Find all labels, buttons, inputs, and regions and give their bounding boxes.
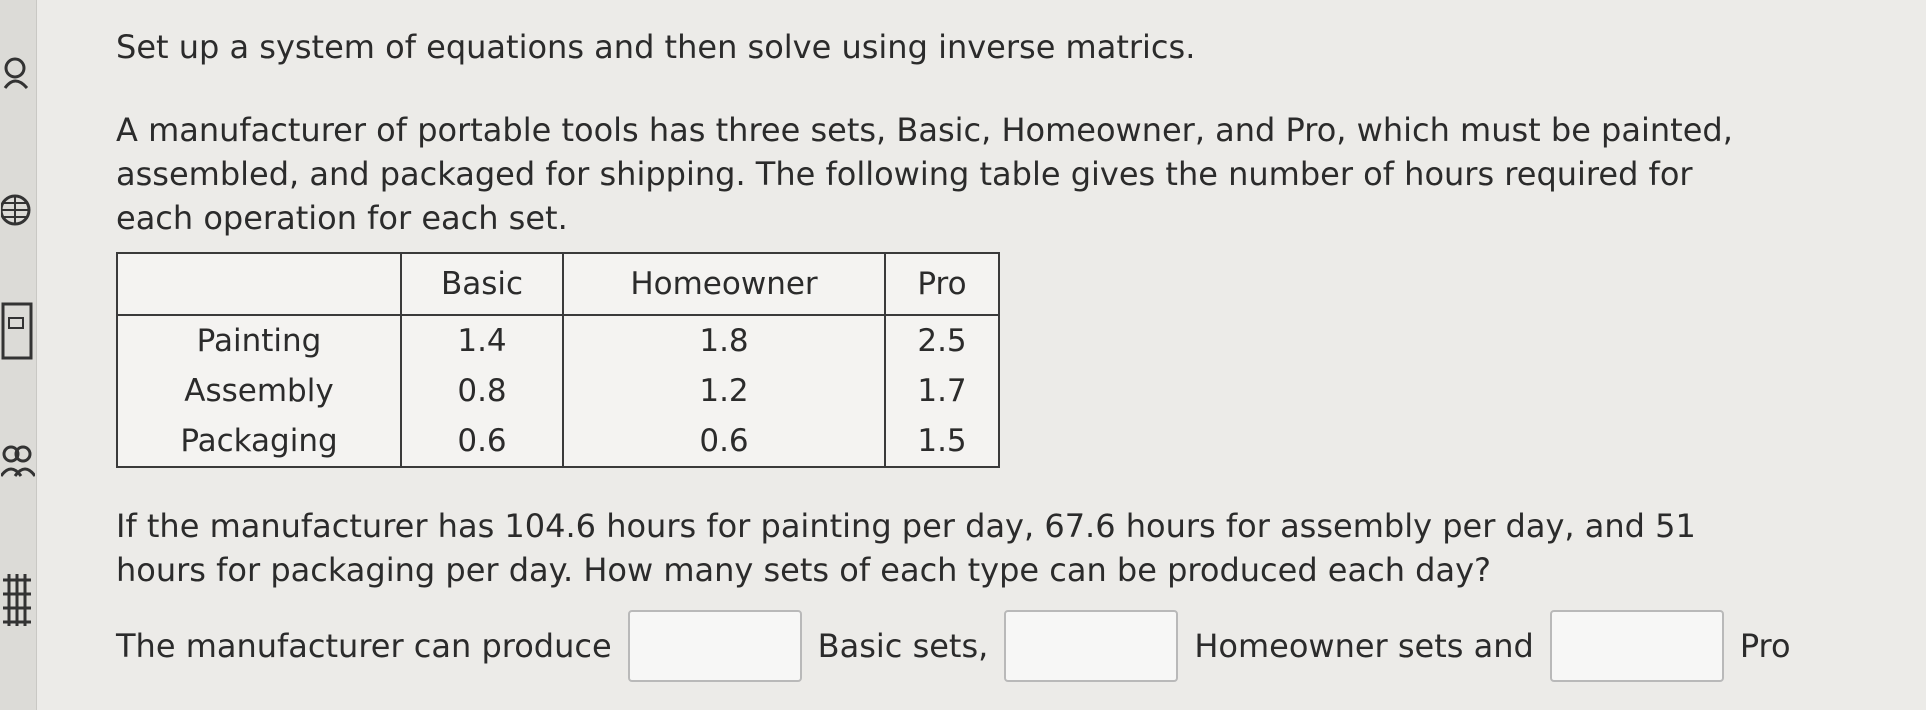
homeowner-values [563,315,885,467]
cell-painting-basic: 1.4 [457,323,507,359]
people-icon[interactable] [0,440,36,484]
calculator-icon[interactable] [0,300,36,364]
header-basic: Basic [401,253,563,315]
user-icon[interactable] [0,52,36,92]
basic-sets-input[interactable] [628,610,802,682]
row-label-assembly: Assembly [184,373,334,409]
grid-icon[interactable] [0,570,36,630]
cell-painting-pro: 2.5 [917,323,967,359]
answer-line [116,610,1791,682]
basic-values [401,315,563,467]
header-empty [117,253,401,315]
row-labels [117,315,401,467]
pro-sets-input[interactable] [1550,610,1724,682]
pro-sets-label: Pro [1739,627,1791,665]
question-text: If the manufacturer has 104.6 hours for painting per day, 67.6 hours for assembly per day, and 51 hours for packaging per day. How many sets of each type can be produced each day? [116,507,1696,589]
hours-table-wrap [116,252,1000,468]
cell-packaging-homeowner: 0.6 [699,423,749,459]
homeowner-sets-input[interactable] [1004,610,1178,682]
basic-sets-label: Basic sets, [817,627,989,665]
header-homeowner: Homeowner [563,253,885,315]
header-pro: Pro [885,253,999,315]
left-toolbar [0,0,37,710]
cell-painting-homeowner: 1.8 [699,323,749,359]
row-label-painting: Painting [196,323,322,359]
homeowner-sets-label: Homeowner sets and [1194,627,1534,665]
cell-assembly-basic: 0.8 [457,373,507,409]
globe-icon[interactable] [0,185,36,235]
cell-assembly-pro: 1.7 [917,373,967,409]
hours-table [116,252,1000,468]
pro-values [885,315,999,467]
cell-assembly-homeowner: 1.2 [699,373,749,409]
instruction-text: Set up a system of equations and then solve using inverse matrics. [116,28,1196,66]
row-label-packaging: Packaging [180,423,338,459]
cell-packaging-pro: 1.5 [917,423,967,459]
cell-packaging-basic: 0.6 [457,423,507,459]
problem-text: A manufacturer of portable tools has three sets, Basic, Homeowner, and Pro, which must be painted, assembled, and packaged for shipping. The following table gives the number of hours required for each operation for each set. [116,111,1733,237]
answer-prefix: The manufacturer can produce [116,627,612,665]
